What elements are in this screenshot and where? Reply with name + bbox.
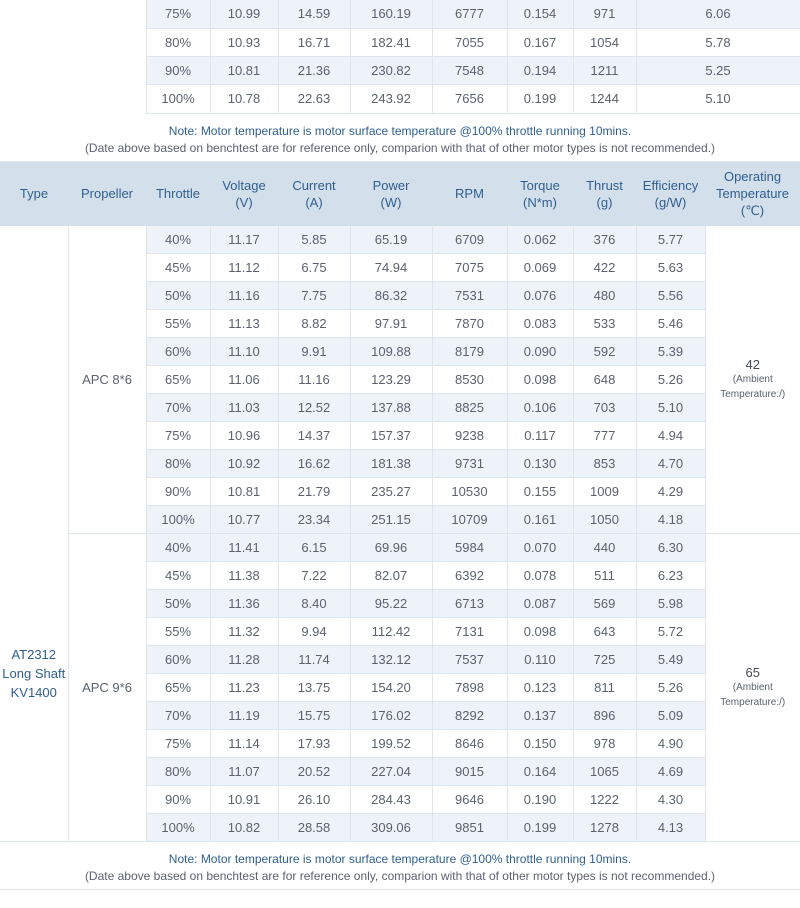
data-cell: 4.69 [636,758,705,786]
data-cell: 6713 [432,590,507,618]
operating-temp-value: 42 [745,356,760,372]
data-cell: 7656 [432,84,507,113]
note-top-main: Note: Motor temperature is motor surface temperature @100% throttle running 10mins. [168,123,632,138]
data-cell: 100% [146,814,210,842]
data-cell: 376 [573,226,636,254]
data-cell: 50% [146,590,210,618]
header-voltage [210,162,278,226]
data-cell: 199.52 [350,730,432,758]
data-cell: 10530 [432,478,507,506]
header-torque-label: Torque [520,177,560,193]
data-cell: 6.06 [636,0,800,28]
data-cell: 243.92 [350,84,432,113]
data-cell: 5.26 [636,674,705,702]
data-cell: 1278 [573,814,636,842]
header-rpm-label: RPM [455,186,484,201]
data-cell: 5.10 [636,394,705,422]
operating-temp-value: 65 [745,665,760,680]
data-cell: 6.23 [636,562,705,590]
data-cell: 45% [146,254,210,282]
data-cell: 643 [573,618,636,646]
data-cell: 227.04 [350,758,432,786]
data-cell: 10.92 [210,450,278,478]
data-cell: 0.076 [507,282,573,310]
header-propeller-label: Propeller [80,186,134,201]
data-cell: 0.098 [507,618,573,646]
data-cell: 0.083 [507,310,573,338]
data-cell: 853 [573,450,636,478]
data-cell: 112.42 [350,618,432,646]
empty-cell [0,56,146,84]
data-cell: 0.155 [507,478,573,506]
data-cell: 109.88 [350,338,432,366]
header-thrust-label: Thrust [586,177,623,193]
data-cell: 11.36 [210,590,278,618]
data-cell: 6.30 [636,534,705,562]
data-cell: 0.123 [507,674,573,702]
data-cell: 0.199 [507,814,573,842]
data-cell: 9238 [432,422,507,450]
data-cell: 7537 [432,646,507,674]
header-current-label: Current [292,177,336,193]
data-cell: 7548 [432,56,507,84]
data-cell: 480 [573,282,636,310]
data-cell: 80% [146,450,210,478]
table-row [0,0,800,28]
data-cell: 10.78 [210,84,278,113]
data-cell: 75% [146,0,210,28]
header-torque [507,162,573,226]
data-cell: 6.75 [278,254,350,282]
data-cell: 8.82 [278,310,350,338]
motor-data-table [0,162,800,843]
data-cell: 13.75 [278,674,350,702]
ambient-label-2: Temperature:/) [720,388,786,400]
note-bottom [0,842,800,890]
operating-temp-cell [705,534,800,842]
data-cell: 8.40 [278,590,350,618]
data-cell: 10.99 [210,0,278,28]
data-cell: 5.25 [636,56,800,84]
data-cell: 23.34 [278,506,350,534]
ambient-label-1: (Ambient [732,373,773,385]
data-cell: 8179 [432,338,507,366]
data-cell: 14.37 [278,422,350,450]
data-cell: 22.63 [278,84,350,113]
data-cell: 11.32 [210,618,278,646]
data-cell: 533 [573,310,636,338]
data-cell: 5.78 [636,28,800,56]
empty-cell [0,0,146,28]
header-efficiency [636,162,705,226]
data-cell: 11.03 [210,394,278,422]
data-cell: 725 [573,646,636,674]
header-current-unit: (A) [305,194,323,210]
data-cell: 971 [573,0,636,28]
data-cell: 9646 [432,786,507,814]
data-cell: 0.110 [507,646,573,674]
data-cell: 86.32 [350,282,432,310]
header-efficiency-label: Efficiency [642,177,699,193]
header-operating-temperature [705,162,800,226]
data-cell: 5.46 [636,310,705,338]
propeller-cell: APC 9*6 [68,534,146,842]
data-cell: 5984 [432,534,507,562]
data-cell: 777 [573,422,636,450]
data-cell: 7531 [432,282,507,310]
data-cell: 0.098 [507,366,573,394]
data-cell: 0.090 [507,338,573,366]
data-cell: 5.85 [278,226,350,254]
ambient-label-2: Temperature:/) [720,697,786,708]
data-cell: 11.13 [210,310,278,338]
data-cell: 40% [146,226,210,254]
data-cell: 7075 [432,254,507,282]
header-torque-unit: (N*m) [523,194,557,210]
data-cell: 50% [146,282,210,310]
data-cell: 4.94 [636,422,705,450]
data-cell: 75% [146,730,210,758]
data-cell: 5.72 [636,618,705,646]
header-op-temp-line2: Temperature [716,186,789,201]
prev-data-table [0,0,800,114]
data-cell: 95.22 [350,590,432,618]
data-cell: 15.75 [278,702,350,730]
data-cell: 137.88 [350,394,432,422]
data-cell: 65.19 [350,226,432,254]
data-cell: 0.164 [507,758,573,786]
data-cell: 9.91 [278,338,350,366]
data-cell: 251.15 [350,506,432,534]
table-header-row [0,162,800,226]
data-cell: 157.37 [350,422,432,450]
table-row [0,56,800,84]
data-cell: 11.28 [210,646,278,674]
data-cell: 230.82 [350,56,432,84]
empty-cell [0,28,146,56]
data-cell: 7131 [432,618,507,646]
data-cell: 0.190 [507,786,573,814]
data-cell: 0.087 [507,590,573,618]
data-cell: 60% [146,646,210,674]
data-cell: 90% [146,478,210,506]
data-cell: 11.23 [210,674,278,702]
data-cell: 11.19 [210,702,278,730]
data-cell: 100% [146,506,210,534]
data-cell: 123.29 [350,366,432,394]
header-propeller [68,162,146,226]
header-power-unit: (W) [380,194,402,210]
header-type [0,162,68,226]
table-row [0,84,800,113]
data-cell: 5.56 [636,282,705,310]
data-cell: 0.078 [507,562,573,590]
data-cell: 9015 [432,758,507,786]
data-cell: 6777 [432,0,507,28]
data-cell: 14.59 [278,0,350,28]
data-cell: 40% [146,534,210,562]
data-cell: 1054 [573,28,636,56]
data-cell: 9851 [432,814,507,842]
data-cell: 10.81 [210,478,278,506]
data-cell: 90% [146,56,210,84]
header-throttle-label: Throttle [155,186,201,201]
data-cell: 7898 [432,674,507,702]
empty-cell [0,84,146,113]
data-cell: 10.77 [210,506,278,534]
data-cell: 11.38 [210,562,278,590]
data-cell: 4.90 [636,730,705,758]
note-bottom-main: Note: Motor temperature is motor surface temperature @100% throttle running 10mins. [168,852,632,866]
data-cell: 160.19 [350,0,432,28]
data-cell: 26.10 [278,786,350,814]
data-cell: 80% [146,758,210,786]
data-cell: 9.94 [278,618,350,646]
data-cell: 100% [146,84,210,113]
header-thrust-unit: (g) [596,194,613,210]
ambient-label-1: (Ambient [732,682,773,693]
data-cell: 70% [146,394,210,422]
data-cell: 4.70 [636,450,705,478]
data-cell: 0.106 [507,394,573,422]
data-cell: 0.154 [507,0,573,28]
data-cell: 5.10 [636,84,800,113]
data-cell: 10709 [432,506,507,534]
data-cell: 1244 [573,84,636,113]
header-efficiency-unit: (g/W) [654,194,687,210]
header-thrust [573,162,636,226]
data-cell: 11.14 [210,730,278,758]
data-cell: 9731 [432,450,507,478]
data-cell: 0.199 [507,84,573,113]
data-cell: 0.167 [507,28,573,56]
data-cell: 11.10 [210,338,278,366]
data-cell: 181.38 [350,450,432,478]
data-cell: 11.17 [210,226,278,254]
propeller-cell: APC 8*6 [68,226,146,534]
operating-temp-cell [705,226,800,534]
data-cell: 309.06 [350,814,432,842]
data-cell: 182.41 [350,28,432,56]
data-cell: 11.41 [210,534,278,562]
data-cell: 440 [573,534,636,562]
data-cell: 896 [573,702,636,730]
data-cell: 5.77 [636,226,705,254]
data-cell: 0.161 [507,506,573,534]
data-cell: 7870 [432,310,507,338]
data-cell: 592 [573,338,636,366]
data-cell: 11.12 [210,254,278,282]
data-cell: 7.75 [278,282,350,310]
data-cell: 4.29 [636,478,705,506]
motor-type-line2: Long Shaft [2,665,66,681]
data-cell: 74.94 [350,254,432,282]
data-cell: 648 [573,366,636,394]
data-cell: 1211 [573,56,636,84]
data-cell: 511 [573,562,636,590]
data-cell: 21.79 [278,478,350,506]
data-cell: 0.194 [507,56,573,84]
data-cell: 5.39 [636,338,705,366]
note-bottom-sub: (Date above based on benchtest are for reference only, comparion with that of other motor types is not recommended.) [84,869,716,883]
data-cell: 8292 [432,702,507,730]
data-cell: 11.16 [210,282,278,310]
data-cell: 55% [146,310,210,338]
data-cell: 11.07 [210,758,278,786]
data-cell: 4.30 [636,786,705,814]
data-cell: 154.20 [350,674,432,702]
header-current [278,162,350,226]
motor-type-line3: KV1400 [10,684,57,700]
data-cell: 6.15 [278,534,350,562]
note-top [0,114,800,162]
data-cell: 8825 [432,394,507,422]
data-cell: 0.070 [507,534,573,562]
header-type-label: Type [19,186,49,201]
data-cell: 5.26 [636,366,705,394]
table-row [0,534,800,562]
data-cell: 0.069 [507,254,573,282]
data-cell: 5.63 [636,254,705,282]
header-op-temp-line1: Operating [723,169,782,184]
header-rpm [432,162,507,226]
data-cell: 0.117 [507,422,573,450]
data-cell: 4.13 [636,814,705,842]
data-cell: 97.91 [350,310,432,338]
data-cell: 1009 [573,478,636,506]
data-cell: 811 [573,674,636,702]
data-cell: 8646 [432,730,507,758]
data-cell: 10.82 [210,814,278,842]
data-cell: 17.93 [278,730,350,758]
note-top-sub: (Date above based on benchtest are for reference only, comparion with that of other motor types is not recommended.) [84,140,716,155]
data-cell: 5.49 [636,646,705,674]
data-cell: 978 [573,730,636,758]
data-cell: 12.52 [278,394,350,422]
data-cell: 4.18 [636,506,705,534]
data-cell: 70% [146,702,210,730]
data-cell: 10.91 [210,786,278,814]
data-cell: 6709 [432,226,507,254]
header-voltage-unit: (V) [235,194,253,210]
data-cell: 1050 [573,506,636,534]
data-cell: 0.062 [507,226,573,254]
data-cell: 0.150 [507,730,573,758]
data-cell: 16.71 [278,28,350,56]
data-cell: 28.58 [278,814,350,842]
header-throttle [146,162,210,226]
data-cell: 20.52 [278,758,350,786]
header-op-temp-unit: (℃) [740,203,765,218]
data-cell: 10.93 [210,28,278,56]
table-row [0,226,800,254]
data-cell: 8530 [432,366,507,394]
data-cell: 422 [573,254,636,282]
data-cell: 75% [146,422,210,450]
header-voltage-label: Voltage [222,177,266,193]
data-cell: 55% [146,618,210,646]
data-cell: 6392 [432,562,507,590]
data-cell: 65% [146,366,210,394]
data-cell: 1222 [573,786,636,814]
data-cell: 132.12 [350,646,432,674]
data-cell: 21.36 [278,56,350,84]
motor-type-cell [0,226,68,842]
motor-type-line1: AT2312 [11,646,57,662]
data-cell: 1065 [573,758,636,786]
data-cell: 0.137 [507,702,573,730]
data-cell: 703 [573,394,636,422]
data-cell: 45% [146,562,210,590]
data-cell: 569 [573,590,636,618]
header-power-label: Power [372,177,410,193]
table-row [0,28,800,56]
data-cell: 60% [146,338,210,366]
data-cell: 80% [146,28,210,56]
data-cell: 16.62 [278,450,350,478]
data-cell: 284.43 [350,786,432,814]
data-cell: 10.96 [210,422,278,450]
data-cell: 11.06 [210,366,278,394]
data-cell: 7.22 [278,562,350,590]
data-cell: 176.02 [350,702,432,730]
data-cell: 65% [146,674,210,702]
data-cell: 235.27 [350,478,432,506]
data-cell: 5.98 [636,590,705,618]
data-cell: 11.16 [278,366,350,394]
data-cell: 7055 [432,28,507,56]
data-cell: 10.81 [210,56,278,84]
header-power [350,162,432,226]
data-cell: 82.07 [350,562,432,590]
data-cell: 90% [146,786,210,814]
data-cell: 0.130 [507,450,573,478]
data-cell: 5.09 [636,702,705,730]
data-cell: 69.96 [350,534,432,562]
data-cell: 11.74 [278,646,350,674]
